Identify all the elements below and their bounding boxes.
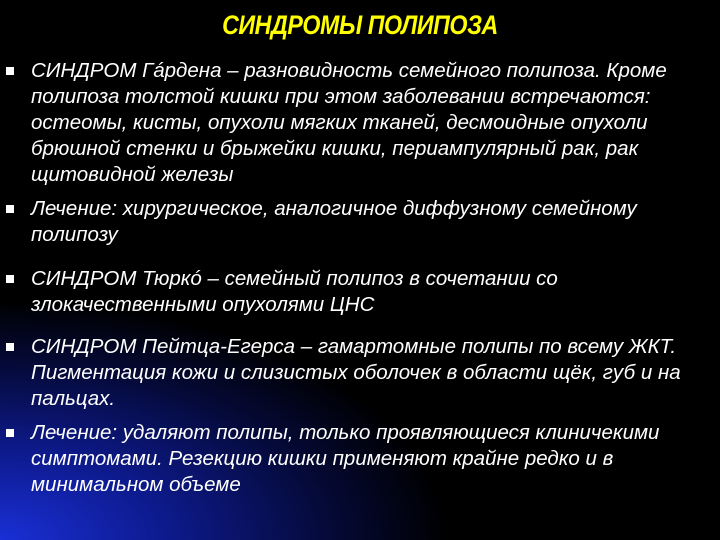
bullet-square-icon	[6, 343, 14, 351]
paragraph-text: – разновидность семейного полипоза. Кроме полипоза толстой кишки при этом заболевании встречаются: остеомы, кисты, опухоли мягких тканей, десмоидные опухоли брюшной стенки и брыжейки кишки, периампулярный рак, рак щитовидной железы	[31, 59, 667, 186]
bullet-square-icon	[6, 67, 14, 75]
paragraph-peutz-jeghers-syndrome	[28, 334, 708, 412]
paragraph-treatment-peutz-jeghers	[28, 420, 708, 498]
paragraph-text: – семейный полипоз в сочетании со злокачественными опухолями ЦНС	[31, 267, 558, 316]
paragraph-gardner-syndrome	[28, 58, 708, 188]
slide-title: СИНДРОМЫ ПОЛИПОЗА	[222, 10, 498, 40]
paragraph-treatment-gardner	[28, 196, 708, 248]
bullet-square-icon	[6, 205, 14, 213]
bullet-square-icon	[6, 275, 14, 283]
paragraph-text: Лечение: удаляют полипы, только проявляющиеся клиничекими симптомами. Резекцию кишки применяют крайне редко и в минимальном объеме	[31, 421, 660, 496]
bullet-square-icon	[6, 429, 14, 437]
paragraph-text: Лечение: хирургическое, аналогичное диффузному семейному полипозу	[31, 197, 637, 246]
paragraph-text: – гамартомные полипы по всему ЖКТ. Пигментация кожи и слизистых оболочек в области щёк, губ и на пальцах.	[31, 335, 681, 410]
syndrome-name-peutz-jeghers: СИНДРОМ Пейтца-Егерса	[31, 335, 296, 358]
syndrome-name-turcot: СИНДРОМ Тюркó	[31, 267, 202, 290]
slide-content	[28, 58, 708, 498]
paragraph-turcot-syndrome	[28, 266, 708, 318]
syndrome-name-gardner: СИНДРОМ Гáрдена	[31, 59, 222, 82]
